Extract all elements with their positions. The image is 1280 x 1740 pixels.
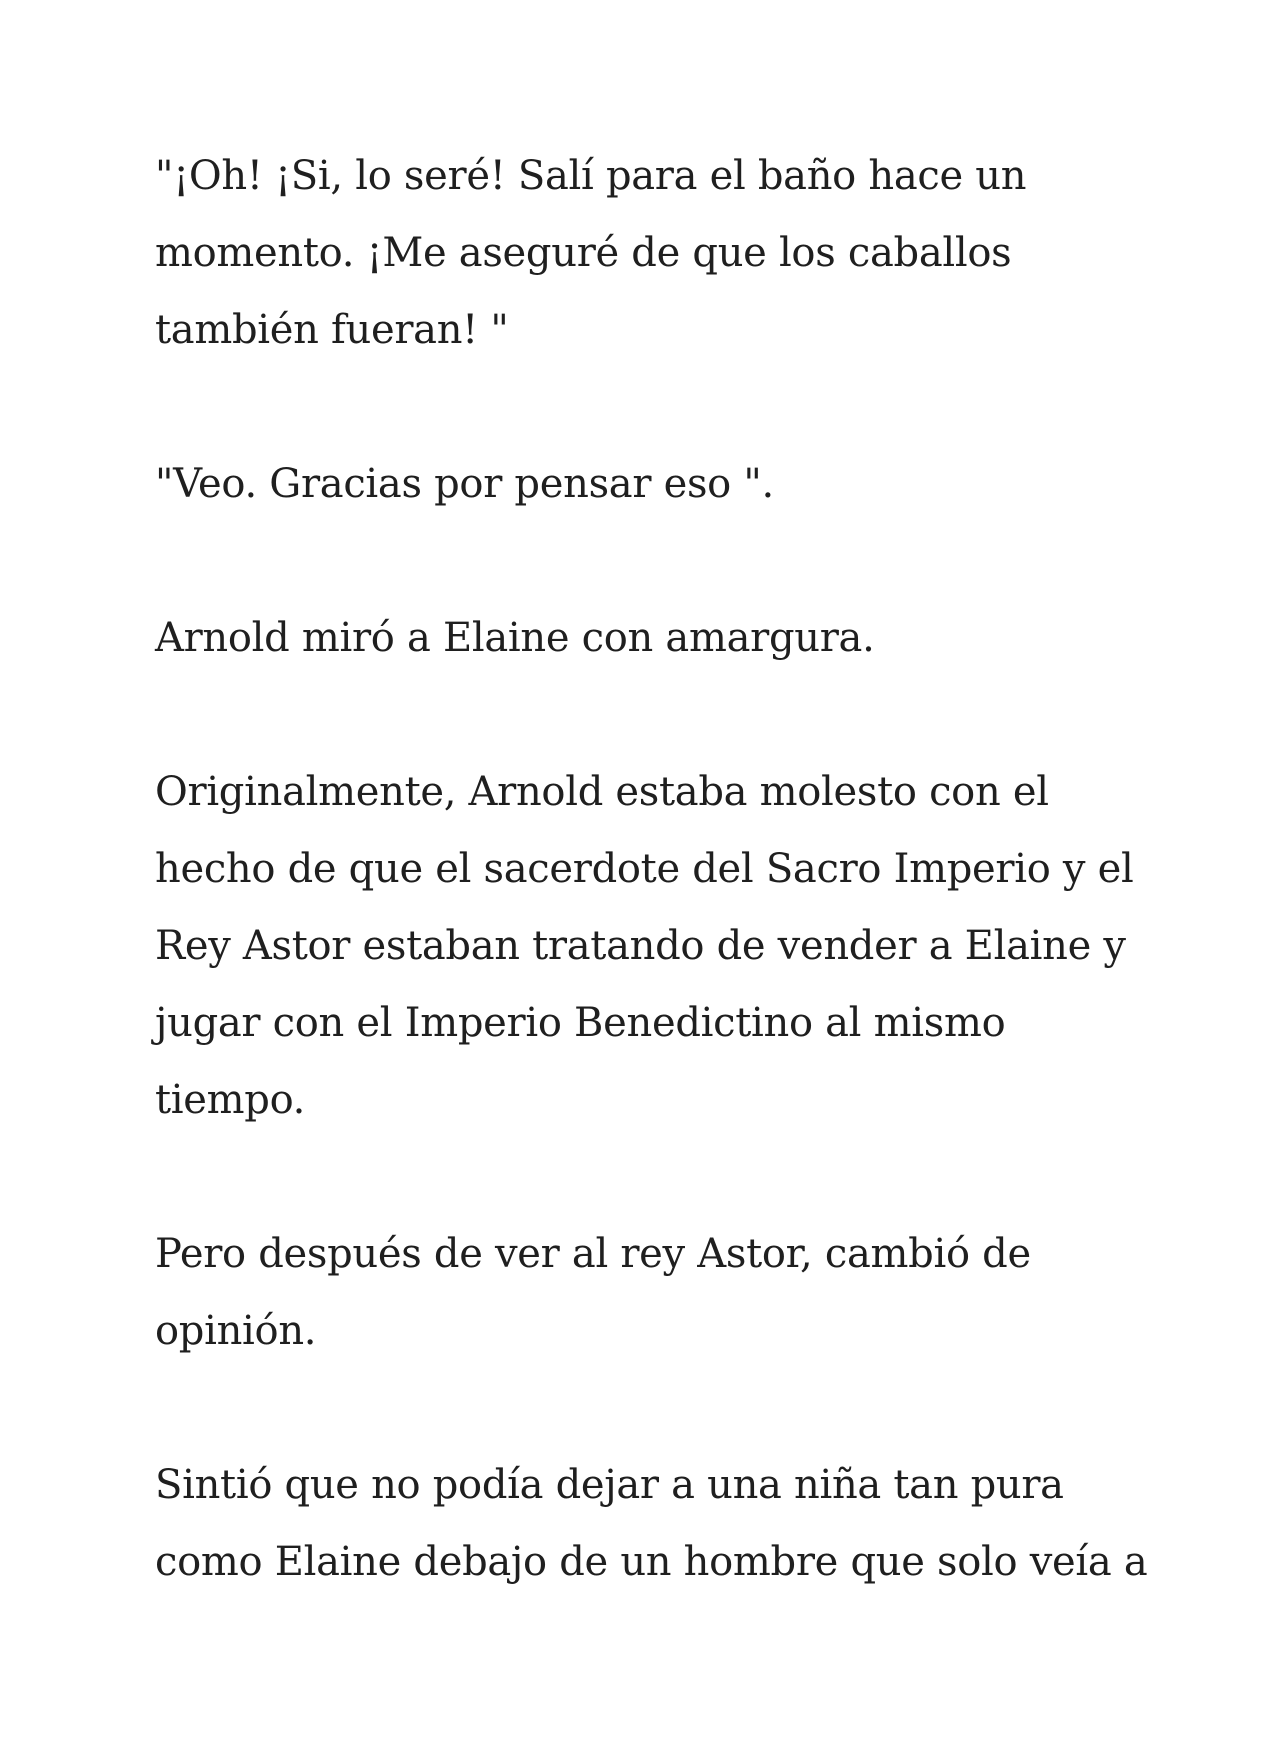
paragraph	[155, 754, 1155, 1139]
text-line: hecho de que el sacerdote del Sacro Imperio y el	[155, 846, 1134, 892]
text-line: Sintió que no podía dejar a una niña tan pura	[155, 1462, 1064, 1508]
text-line: como Elaine debajo de un hombre que solo veía a	[155, 1539, 1148, 1585]
text-line: Arnold miró a Elaine con amargura.	[155, 615, 875, 661]
text-line: "¡Oh! ¡Si, lo seré! Salí para el baño hace un	[155, 153, 1027, 199]
text-line: "Veo. Gracias por pensar eso ".	[155, 461, 774, 507]
paragraph	[155, 1447, 1155, 1601]
text-line: opinión.	[155, 1308, 317, 1354]
text-line: también fueran! "	[155, 307, 509, 353]
text-line: Originalmente, Arnold estaba molesto con el	[155, 769, 1049, 815]
paragraph	[155, 1216, 1155, 1370]
paragraph	[155, 600, 1155, 677]
text-line: momento. ¡Me aseguré de que los caballos	[155, 230, 1012, 276]
paragraph	[155, 138, 1155, 369]
reading-page	[155, 138, 1155, 1678]
text-line: tiempo.	[155, 1077, 306, 1123]
text-line: Pero después de ver al rey Astor, cambió de	[155, 1231, 1031, 1277]
text-line: jugar con el Imperio Benedictino al mismo	[155, 1000, 1006, 1046]
text-line: Rey Astor estaban tratando de vender a Elaine y	[155, 923, 1126, 969]
paragraph	[155, 446, 1155, 523]
